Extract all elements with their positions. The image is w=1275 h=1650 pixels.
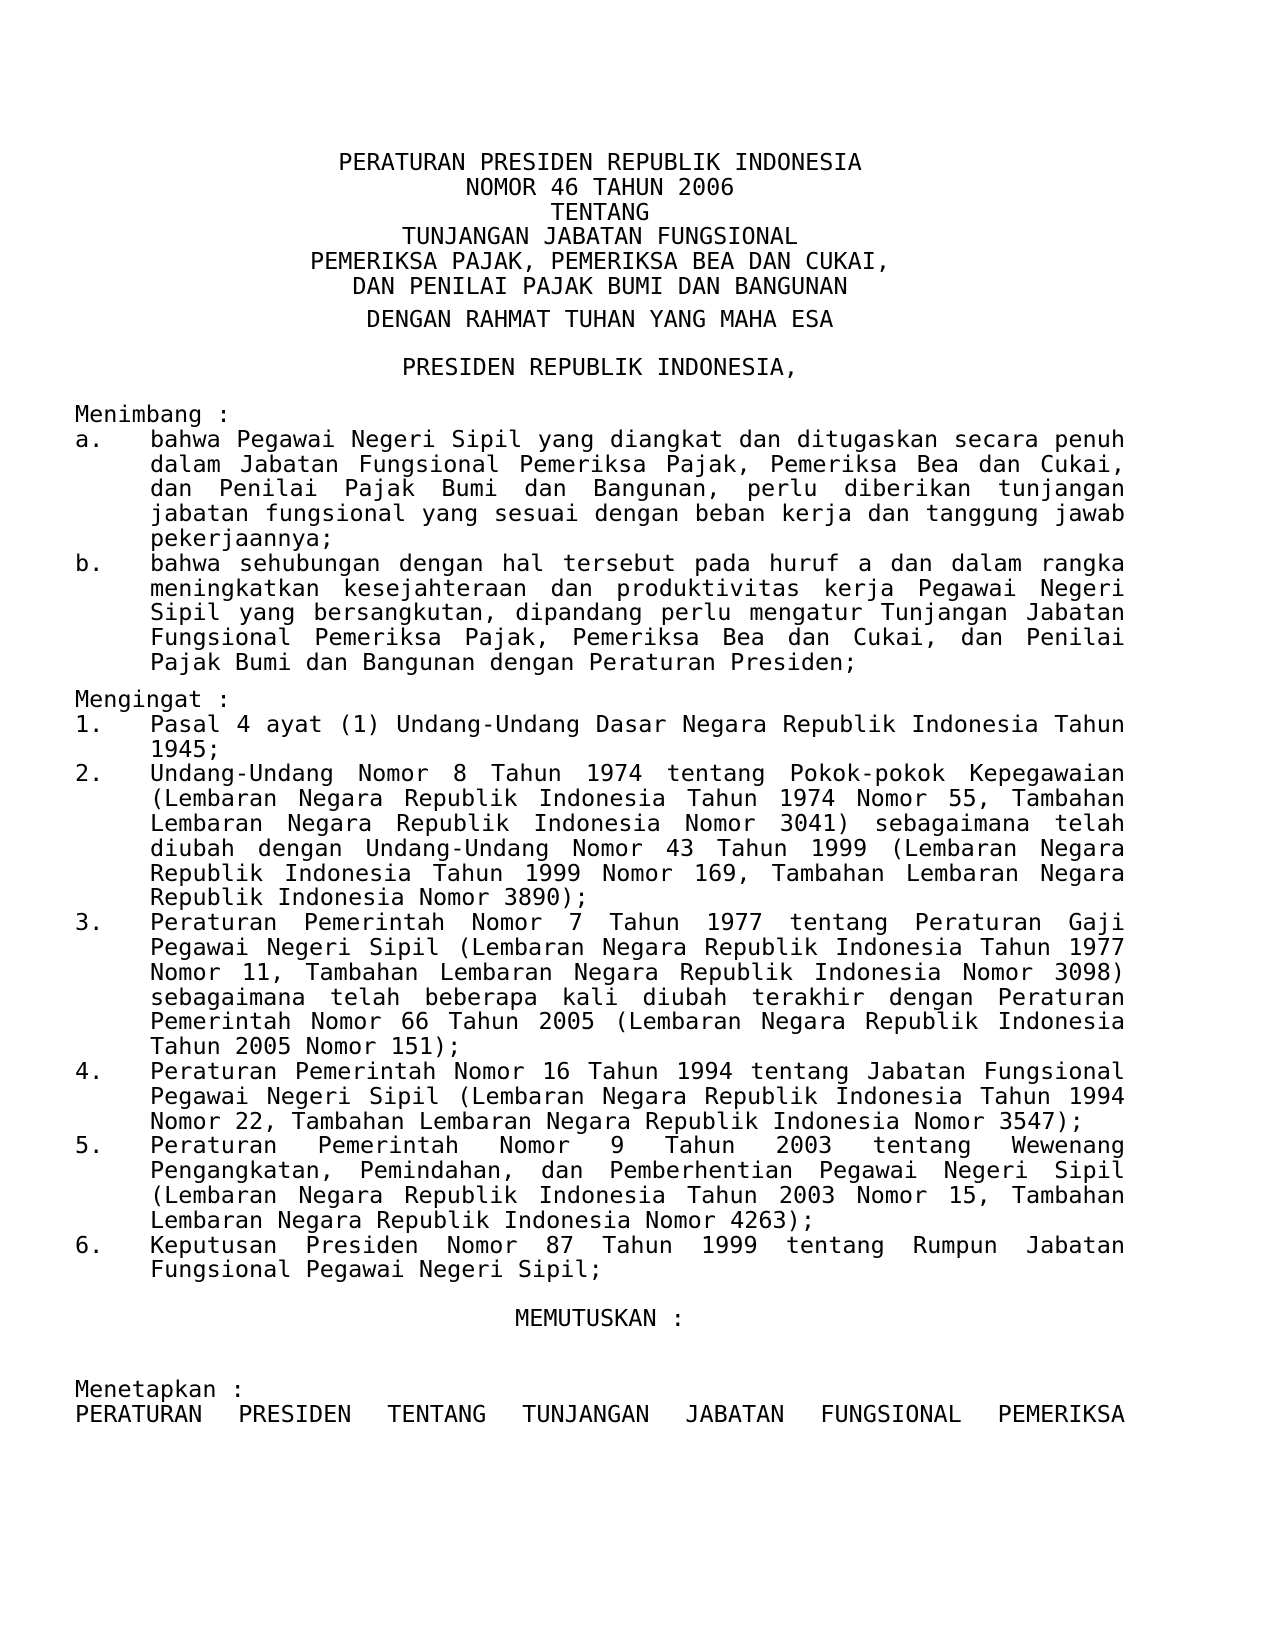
- mengingat-section: [75, 687, 1125, 1282]
- title-line: TUNJANGAN JABATAN FUNGSIONAL: [401, 222, 799, 251]
- title-line: DAN PENILAI PAJAK BUMI DAN BANGUNAN: [352, 271, 848, 300]
- title-line: NOMOR 46 TAHUN 2006: [465, 172, 735, 201]
- mengingat-item: [75, 1133, 1125, 1232]
- title-line: TENTANG: [550, 197, 650, 226]
- item-text: bahwa Pegawai Negeri Sipil yang diangkat dan ditugaskan secara penuh dalam Jabatan Fungsional Pemeriksa Pajak, Pemeriksa Bea dan Cukai, dan Penilai Pajak Bumi dan Bangunan, perlu diberikan tunjangan jabatan fungsional yang sesuai dengan beban kerja dan tanggung jawab pekerjaannya;: [150, 424, 1125, 552]
- title-line: PEMERIKSA PAJAK, PEMERIKSA BEA DAN CUKAI,: [309, 247, 891, 276]
- memutuskan-heading: MEMUTUSKAN :: [515, 1304, 685, 1332]
- regulation-title: [0, 150, 1200, 299]
- item-marker: 6.: [75, 1230, 104, 1259]
- title-line: PERATURAN PRESIDEN REPUBLIK INDONESIA: [338, 148, 862, 176]
- menetapkan-section: [75, 1377, 1125, 1402]
- menimbang-item: [75, 548, 1125, 676]
- mengingat-item: [75, 709, 1125, 763]
- mengingat-item: [75, 1056, 1125, 1135]
- menimbang-section: [75, 402, 1125, 675]
- menimbang-item: [75, 424, 1125, 552]
- invocation: DENGAN RAHMAT TUHAN YANG MAHA ESA: [366, 305, 834, 333]
- item-text: Keputusan Presiden Nomor 87 Tahun 1999 tentang Rumpun Jabatan Fungsional Pegawai Negeri Sipil;: [150, 1230, 1125, 1284]
- item-text: Peraturan Pemerintah Nomor 7 Tahun 1977 tentang Peraturan Gaji Pegawai Negeri Sipil (Lembaran Negara Republik Indonesia Tahun 1977 Nomor 11, Tambahan Lembaran Negara Republik Indonesia Nomor 3098) sebagaimana telah beberapa kali diubah terakhir dengan Peraturan Pemerintah Nomor 66 Tahun 2005 (Lembaran Negara Republik Indonesia Tahun 2005 Nomor 151);: [150, 908, 1125, 1061]
- item-text: Peraturan Pemerintah Nomor 9 Tahun 2003 tentang Wewenang Pengangkatan, Pemindahan, dan Pemberhentian Pegawai Negeri Sipil (Lembaran Negara Republik Indonesia Tahun 2003 Nomor 15, Tambahan Lembaran Negara Republik Indonesia Nomor 4263);: [150, 1131, 1125, 1234]
- menimbang-label: Menimbang :: [75, 400, 231, 428]
- mengingat-item: [75, 1230, 1125, 1284]
- item-marker: 1.: [75, 709, 104, 738]
- item-text: bahwa sehubungan dengan hal tersebut pada huruf a dan dalam rangka meningkatkan kesejahteraan dan produktivitas kerja Pegawai Negeri Sipil yang bersangkutan, dipandang perlu mengatur Tunjangan Jabatan Fungsional Pemeriksa Pajak, Pemeriksa Bea dan Cukai, dan Penilai Pajak Bumi dan Bangunan dengan Peraturan Presiden;: [150, 548, 1125, 676]
- item-text: Undang-Undang Nomor 8 Tahun 1974 tentang Pokok-pokok Kepegawaian (Lembaran Negara Republik Indonesia Tahun 1974 Nomor 55, Tambahan Lembaran Negara Republik Indonesia Nomor 3041) sebagaimana telah diubah dengan Undang-Undang Nomor 43 Tahun 1999 (Lembaran Negara Republik Indonesia Tahun 1999 Nomor 169, Tambahan Lembaran Negara Republik Indonesia Nomor 3890);: [150, 759, 1125, 912]
- president-heading: PRESIDEN REPUBLIK INDONESIA,: [401, 353, 799, 381]
- mengingat-label: Mengingat :: [75, 685, 231, 713]
- mengingat-item: [75, 761, 1125, 910]
- menetapkan-label: Menetapkan :: [75, 1375, 245, 1403]
- item-marker: 5.: [75, 1131, 104, 1160]
- menetapkan-text: PERATURAN PRESIDEN TENTANG TUNJANGAN JABATAN FUNGSIONAL PEMERIKSA: [75, 1400, 1125, 1428]
- item-marker: 4.: [75, 1056, 104, 1085]
- item-marker: a.: [75, 424, 104, 453]
- item-text: Peraturan Pemerintah Nomor 16 Tahun 1994 tentang Jabatan Fungsional Pegawai Negeri Sipil (Lembaran Negara Republik Indonesia Tahun 1994 Nomor 22, Tambahan Lembaran Negara Republik Indonesia Nomor 3547);: [150, 1056, 1125, 1135]
- mengingat-item: [75, 910, 1125, 1059]
- item-text: Pasal 4 ayat (1) Undang-Undang Dasar Negara Republik Indonesia Tahun 1945;: [150, 709, 1125, 763]
- item-marker: b.: [75, 548, 104, 577]
- item-marker: 3.: [75, 908, 104, 937]
- item-marker: 2.: [75, 759, 104, 788]
